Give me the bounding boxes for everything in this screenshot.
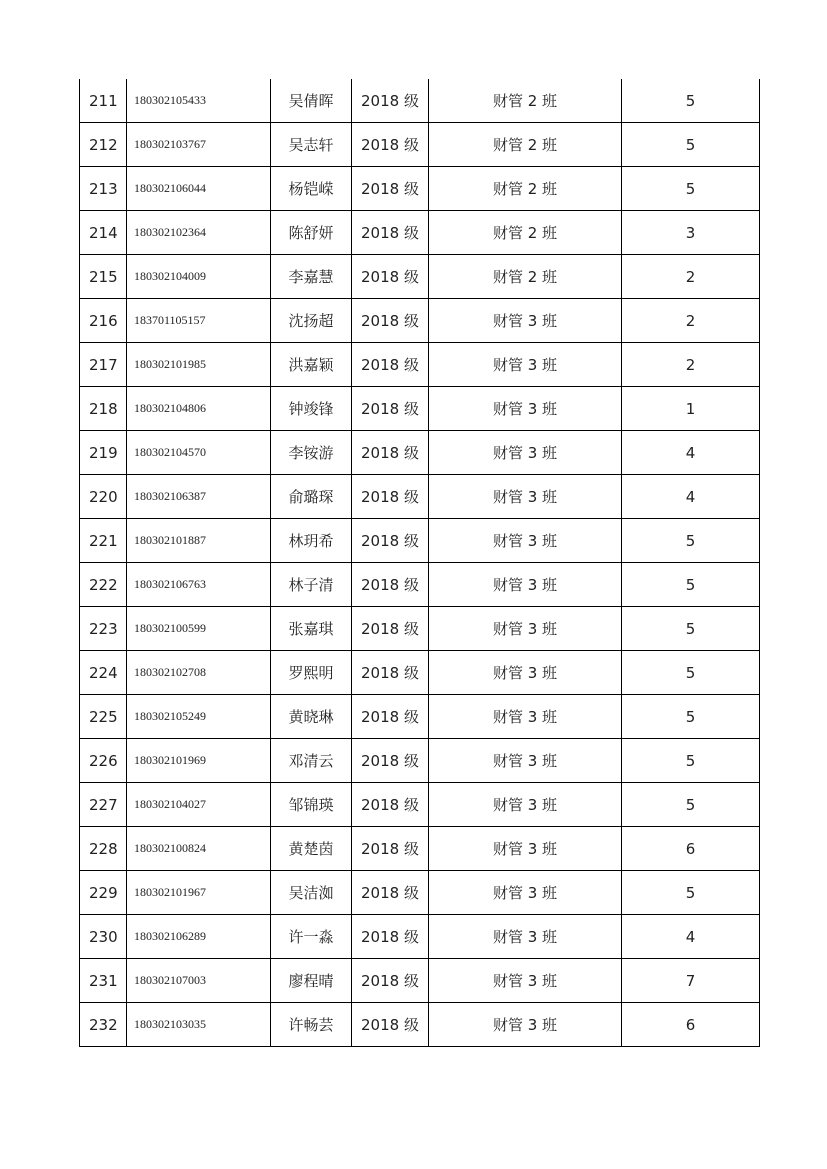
student-id-cell: 180302106387 <box>127 475 271 519</box>
score-cell: 4 <box>622 915 760 959</box>
score-cell: 5 <box>622 123 760 167</box>
score-cell: 5 <box>622 871 760 915</box>
table-row <box>80 343 760 387</box>
student-name-cell: 许一淼 <box>271 915 352 959</box>
grade-cell: 2018 级 <box>352 431 429 475</box>
student-id-cell: 180302105249 <box>127 695 271 739</box>
score-cell: 5 <box>622 607 760 651</box>
student-id-cell: 180302104570 <box>127 431 271 475</box>
class-cell: 财管 2 班 <box>429 123 622 167</box>
student-name-cell: 吴洁洳 <box>271 871 352 915</box>
class-cell: 财管 3 班 <box>429 871 622 915</box>
score-cell: 4 <box>622 431 760 475</box>
student-name-cell: 罗熙明 <box>271 651 352 695</box>
table-row <box>80 783 760 827</box>
table-row <box>80 915 760 959</box>
grade-cell: 2018 级 <box>352 563 429 607</box>
grade-cell: 2018 级 <box>352 1003 429 1047</box>
student-id-cell: 180302100824 <box>127 827 271 871</box>
student-id-cell: 180302106044 <box>127 167 271 211</box>
student-table-page <box>79 79 759 1047</box>
table-row <box>80 475 760 519</box>
student-name-cell: 张嘉琪 <box>271 607 352 651</box>
row-number-cell: 212 <box>80 123 127 167</box>
score-cell: 2 <box>622 343 760 387</box>
grade-cell: 2018 级 <box>352 783 429 827</box>
class-cell: 财管 3 班 <box>429 1003 622 1047</box>
student-name-cell: 钟竣锋 <box>271 387 352 431</box>
grade-cell: 2018 级 <box>352 123 429 167</box>
class-cell: 财管 3 班 <box>429 915 622 959</box>
student-name-cell: 李嘉慧 <box>271 255 352 299</box>
class-cell: 财管 2 班 <box>429 211 622 255</box>
class-cell: 财管 3 班 <box>429 431 622 475</box>
table-row <box>80 563 760 607</box>
student-name-cell: 李铵游 <box>271 431 352 475</box>
class-cell: 财管 3 班 <box>429 299 622 343</box>
class-cell: 财管 3 班 <box>429 783 622 827</box>
row-number-cell: 220 <box>80 475 127 519</box>
class-cell: 财管 3 班 <box>429 563 622 607</box>
score-cell: 1 <box>622 387 760 431</box>
row-number-cell: 215 <box>80 255 127 299</box>
row-number-cell: 229 <box>80 871 127 915</box>
grade-cell: 2018 级 <box>352 871 429 915</box>
student-id-cell: 180302101985 <box>127 343 271 387</box>
table-row <box>80 387 760 431</box>
grade-cell: 2018 级 <box>352 959 429 1003</box>
row-number-cell: 221 <box>80 519 127 563</box>
student-name-cell: 邹锦瑛 <box>271 783 352 827</box>
grade-cell: 2018 级 <box>352 387 429 431</box>
student-id-cell: 180302103767 <box>127 123 271 167</box>
table-row <box>80 959 760 1003</box>
student-name-cell: 洪嘉颖 <box>271 343 352 387</box>
score-cell: 6 <box>622 1003 760 1047</box>
student-name-cell: 俞璐琛 <box>271 475 352 519</box>
student-id-cell: 180302107003 <box>127 959 271 1003</box>
table-row <box>80 299 760 343</box>
score-cell: 5 <box>622 739 760 783</box>
row-number-cell: 230 <box>80 915 127 959</box>
table-row <box>80 871 760 915</box>
student-id-cell: 180302101967 <box>127 871 271 915</box>
row-number-cell: 232 <box>80 1003 127 1047</box>
row-number-cell: 227 <box>80 783 127 827</box>
score-cell: 5 <box>622 79 760 123</box>
row-number-cell: 223 <box>80 607 127 651</box>
row-number-cell: 226 <box>80 739 127 783</box>
grade-cell: 2018 级 <box>352 519 429 563</box>
row-number-cell: 214 <box>80 211 127 255</box>
score-cell: 3 <box>622 211 760 255</box>
student-id-cell: 180302104027 <box>127 783 271 827</box>
score-cell: 7 <box>622 959 760 1003</box>
score-cell: 5 <box>622 167 760 211</box>
row-number-cell: 225 <box>80 695 127 739</box>
grade-cell: 2018 级 <box>352 915 429 959</box>
score-cell: 4 <box>622 475 760 519</box>
student-name-cell: 林玥希 <box>271 519 352 563</box>
score-cell: 5 <box>622 563 760 607</box>
grade-cell: 2018 级 <box>352 299 429 343</box>
class-cell: 财管 3 班 <box>429 343 622 387</box>
student-id-cell: 180302106763 <box>127 563 271 607</box>
student-id-cell: 180302104009 <box>127 255 271 299</box>
table-row <box>80 167 760 211</box>
student-name-cell: 杨铠嵘 <box>271 167 352 211</box>
grade-cell: 2018 级 <box>352 607 429 651</box>
row-number-cell: 211 <box>80 79 127 123</box>
student-id-cell: 180302102708 <box>127 651 271 695</box>
score-cell: 6 <box>622 827 760 871</box>
grade-cell: 2018 级 <box>352 167 429 211</box>
grade-cell: 2018 级 <box>352 79 429 123</box>
student-name-cell: 沈扬超 <box>271 299 352 343</box>
table-row <box>80 607 760 651</box>
student-name-cell: 黄晓琳 <box>271 695 352 739</box>
class-cell: 财管 3 班 <box>429 827 622 871</box>
student-id-cell: 180302100599 <box>127 607 271 651</box>
student-name-cell: 林子清 <box>271 563 352 607</box>
table-row <box>80 651 760 695</box>
class-cell: 财管 3 班 <box>429 651 622 695</box>
row-number-cell: 231 <box>80 959 127 1003</box>
student-name-cell: 廖程晴 <box>271 959 352 1003</box>
student-id-cell: 180302105433 <box>127 79 271 123</box>
table-row <box>80 431 760 475</box>
student-table <box>79 79 760 1047</box>
score-cell: 5 <box>622 783 760 827</box>
class-cell: 财管 2 班 <box>429 79 622 123</box>
table-row <box>80 695 760 739</box>
row-number-cell: 222 <box>80 563 127 607</box>
student-id-cell: 180302104806 <box>127 387 271 431</box>
table-row <box>80 255 760 299</box>
class-cell: 财管 3 班 <box>429 475 622 519</box>
score-cell: 5 <box>622 519 760 563</box>
row-number-cell: 224 <box>80 651 127 695</box>
class-cell: 财管 3 班 <box>429 607 622 651</box>
student-name-cell: 许畅芸 <box>271 1003 352 1047</box>
student-id-cell: 180302106289 <box>127 915 271 959</box>
row-number-cell: 228 <box>80 827 127 871</box>
student-name-cell: 黄楚茵 <box>271 827 352 871</box>
student-name-cell: 吴倩晖 <box>271 79 352 123</box>
table-row <box>80 1003 760 1047</box>
class-cell: 财管 3 班 <box>429 739 622 783</box>
grade-cell: 2018 级 <box>352 739 429 783</box>
table-row <box>80 827 760 871</box>
row-number-cell: 213 <box>80 167 127 211</box>
row-number-cell: 217 <box>80 343 127 387</box>
table-row <box>80 79 760 123</box>
class-cell: 财管 3 班 <box>429 959 622 1003</box>
grade-cell: 2018 级 <box>352 343 429 387</box>
student-name-cell: 吴志轩 <box>271 123 352 167</box>
grade-cell: 2018 级 <box>352 255 429 299</box>
student-id-cell: 183701105157 <box>127 299 271 343</box>
student-table-body <box>80 79 760 1047</box>
class-cell: 财管 2 班 <box>429 167 622 211</box>
grade-cell: 2018 级 <box>352 475 429 519</box>
row-number-cell: 218 <box>80 387 127 431</box>
table-row <box>80 211 760 255</box>
grade-cell: 2018 级 <box>352 695 429 739</box>
row-number-cell: 219 <box>80 431 127 475</box>
student-id-cell: 180302102364 <box>127 211 271 255</box>
class-cell: 财管 3 班 <box>429 695 622 739</box>
grade-cell: 2018 级 <box>352 651 429 695</box>
student-id-cell: 180302103035 <box>127 1003 271 1047</box>
student-id-cell: 180302101969 <box>127 739 271 783</box>
class-cell: 财管 2 班 <box>429 255 622 299</box>
score-cell: 2 <box>622 299 760 343</box>
student-id-cell: 180302101887 <box>127 519 271 563</box>
grade-cell: 2018 级 <box>352 211 429 255</box>
score-cell: 5 <box>622 651 760 695</box>
table-row <box>80 519 760 563</box>
row-number-cell: 216 <box>80 299 127 343</box>
student-name-cell: 邓清云 <box>271 739 352 783</box>
class-cell: 财管 3 班 <box>429 387 622 431</box>
score-cell: 2 <box>622 255 760 299</box>
table-row <box>80 739 760 783</box>
score-cell: 5 <box>622 695 760 739</box>
table-row <box>80 123 760 167</box>
grade-cell: 2018 级 <box>352 827 429 871</box>
class-cell: 财管 3 班 <box>429 519 622 563</box>
student-name-cell: 陈舒妍 <box>271 211 352 255</box>
